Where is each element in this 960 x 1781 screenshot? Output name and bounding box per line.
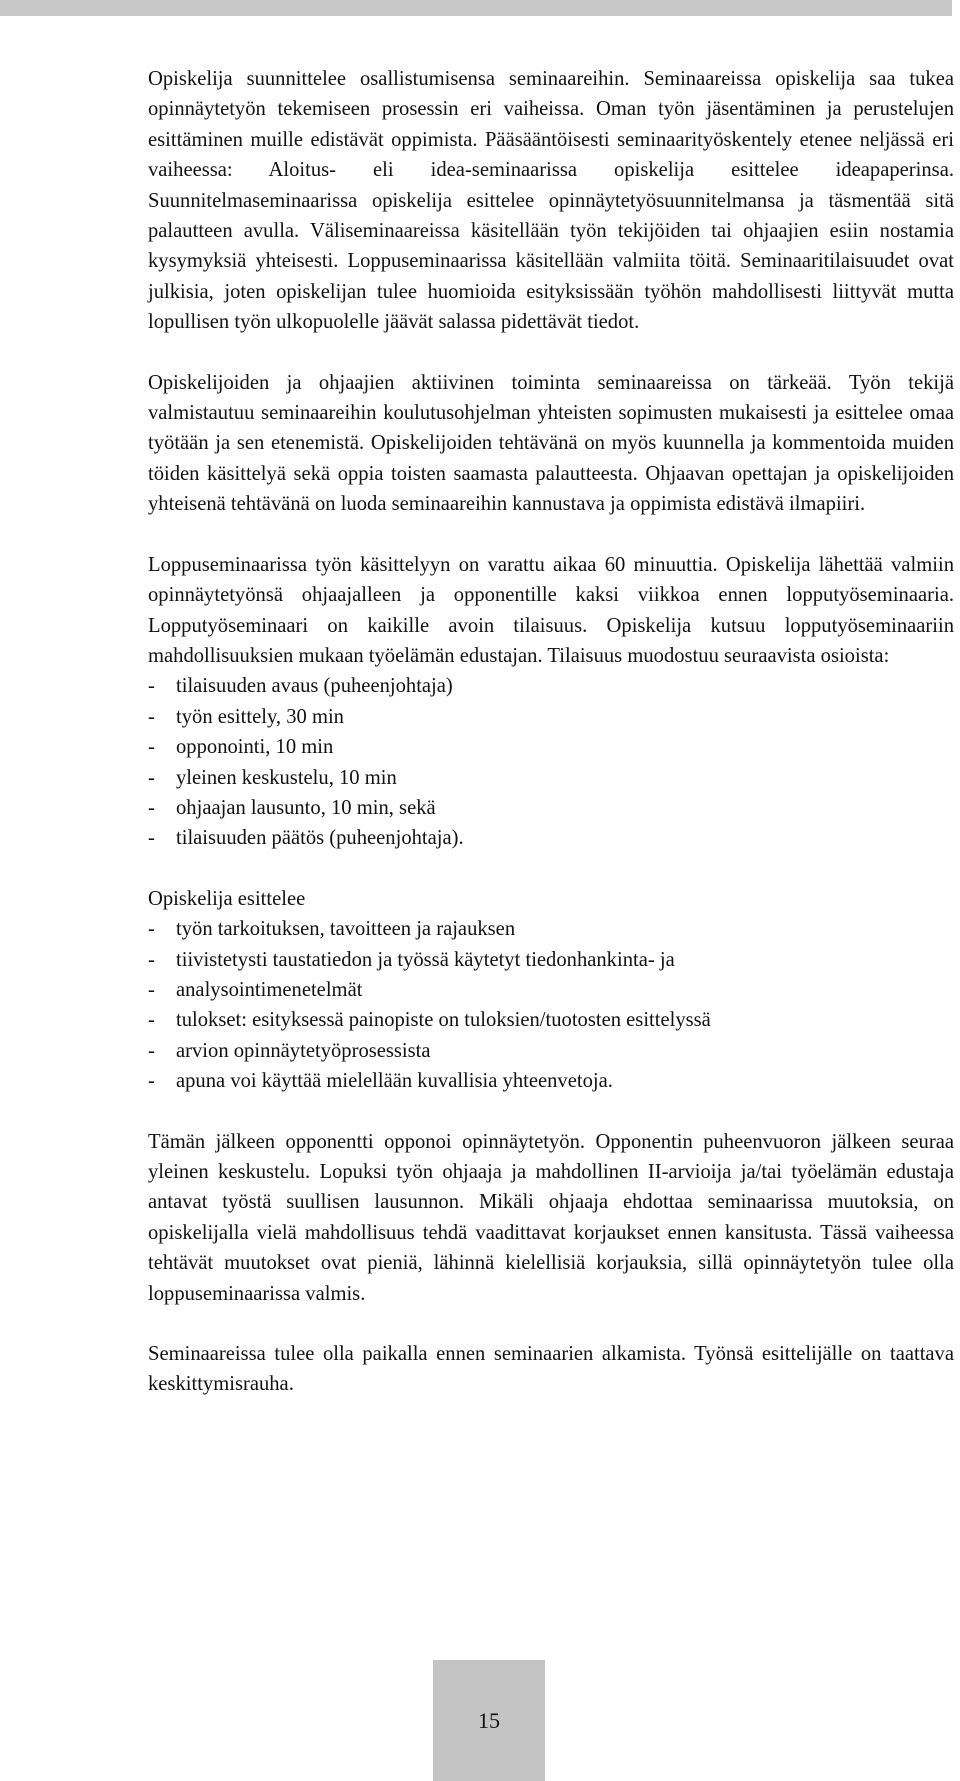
list-item: - tilaisuuden päätös (puheenjohtaja). [148, 823, 954, 853]
list-item: - tiivistetysti taustatiedon ja työssä käytetyt tiedonhankinta- ja [148, 945, 954, 975]
list-dash: - [148, 766, 155, 789]
list-dash: - [148, 705, 155, 728]
list-dash: - [148, 948, 155, 971]
list-item: - arvion opinnäytetyöprosessista [148, 1036, 954, 1066]
session-parts-list [148, 671, 954, 853]
list-item: - työn tarkoituksen, tavoitteen ja rajauksen [148, 914, 954, 944]
list-dash: - [148, 1039, 155, 1062]
paragraph-final-seminar: Loppuseminaarissa työn käsittelyyn on varattu aikaa 60 minuuttia. Opiskelija lähettää valmiin opinnäytetyönsä ohjaajalleen ja opponentille kaksi viikkoa ennen lopputyöseminaaria. Lopputyöseminaari on kaikille avoin tilaisuus. Opiskelija kutsuu lopputyöseminaariin mahdollisuuksien mukaan työelämän edustajan. Tilaisuus muodostuu seuraavista osioista: [148, 553, 954, 667]
page-number-box [433, 1660, 545, 1781]
document-body [148, 64, 954, 1430]
list-item: - työn esittely, 30 min [148, 702, 954, 732]
paragraph-active-participation: Opiskelijoiden ja ohjaajien aktiivinen toiminta seminaareissa on tärkeää. Työn tekijä valmistautuu seminaareihin koulutusohjelman yhteisten sopimusten mukaisesti ja esittelee omaa työtään ja sen etenemistä. Opiskelijoiden tehtävänä on myös kuunnella ja kommentoida muiden töiden käsittelyä sekä oppia toisten saamasta palautteesta. Ohjaavan opettajan ja opiskelijoiden yhteisenä tehtävänä on luoda seminaareihin kannustava ja oppimista edistävä ilmapiiri. [148, 371, 954, 516]
list-item: - apuna voi käyttää mielellään kuvallisia yhteenvetoja. [148, 1066, 954, 1096]
paragraph-attendance: Seminaareissa tulee olla paikalla ennen seminaarien alkamista. Työnsä esittelijälle on taattava keskittymisrauha. [148, 1343, 954, 1396]
presentation-section [148, 884, 954, 1097]
paragraph-seminars-intro: Opiskelija suunnittelee osallistumisensa seminaareihin. Seminaareissa opiskelija saa tukea opinnäytetyön tekemiseen prosessin eri vaiheissa. Oman työn jäsentäminen ja perustelujen esittäminen muille edistävät oppimista. Pääsääntöisesti seminaarityöskentely etenee neljässä eri vaiheessa: Aloitus- eli idea-seminaarissa opiskelija esittelee ideapaperinsa. Suunnitelmaseminaarissa opiskelija esittelee opinnäytetyösuunnitelmansa ja täsmentää sitä palautteen avulla. Väliseminaareissa käsitellään työn tekijöiden tai ohjaajien esiin nostamia kysymyksiä yhteisesti. Loppuseminaarissa käsitellään valmiita töitä. Seminaaritilaisuudet ovat julkisia, joten opiskelijan tulee huomioida esityksissään työhön mahdollisesti liittyvät mutta lopullisen työn ulkopuolelle jäävät salassa pidettävät tiedot. [148, 68, 954, 334]
paragraph-presentation-intro: Opiskelija esittelee [148, 887, 306, 910]
list-item: - ohjaajan lausunto, 10 min, sekä [148, 793, 954, 823]
list-dash: - [148, 1070, 155, 1093]
list-dash: - [148, 918, 155, 941]
presentation-items-list [148, 914, 954, 1096]
top-header-bar [0, 0, 952, 16]
list-dash: - [148, 1009, 155, 1032]
list-dash: - [148, 827, 155, 850]
list-dash: - [148, 736, 155, 759]
list-item: - opponointi, 10 min [148, 732, 954, 762]
list-item: - yleinen keskustelu, 10 min [148, 763, 954, 793]
list-item: - analysointimenetelmät [148, 975, 954, 1005]
page-number: 15 [478, 1707, 500, 1733]
list-item: - tulokset: esityksessä painopiste on tuloksien/tuotosten esittelyssä [148, 1005, 954, 1035]
final-seminar-section [148, 550, 954, 854]
list-item: - tilaisuuden avaus (puheenjohtaja) [148, 671, 954, 701]
list-dash: - [148, 675, 155, 698]
paragraph-opposition: Tämän jälkeen opponentti opponoi opinnäytetyön. Opponentin puheenvuoron jälkeen seuraa yleinen keskustelu. Lopuksi työn ohjaaja ja mahdollinen II-arvioija ja/tai työelämän edustaja antavat työstä suullisen lausunnon. Mikäli ohjaaja ehdottaa seminaarissa muutoksia, on opiskelijalla vielä mahdollisuus tehdä vaadittavat korjaukset ennen kansitusta. Tässä vaiheessa tehtävät muutokset ovat pieniä, lähinnä kielellisiä korjauksia, sillä opinnäytetyön tulee olla loppuseminaarissa valmis. [148, 1130, 954, 1305]
list-dash: - [148, 978, 155, 1001]
list-dash: - [148, 796, 155, 819]
